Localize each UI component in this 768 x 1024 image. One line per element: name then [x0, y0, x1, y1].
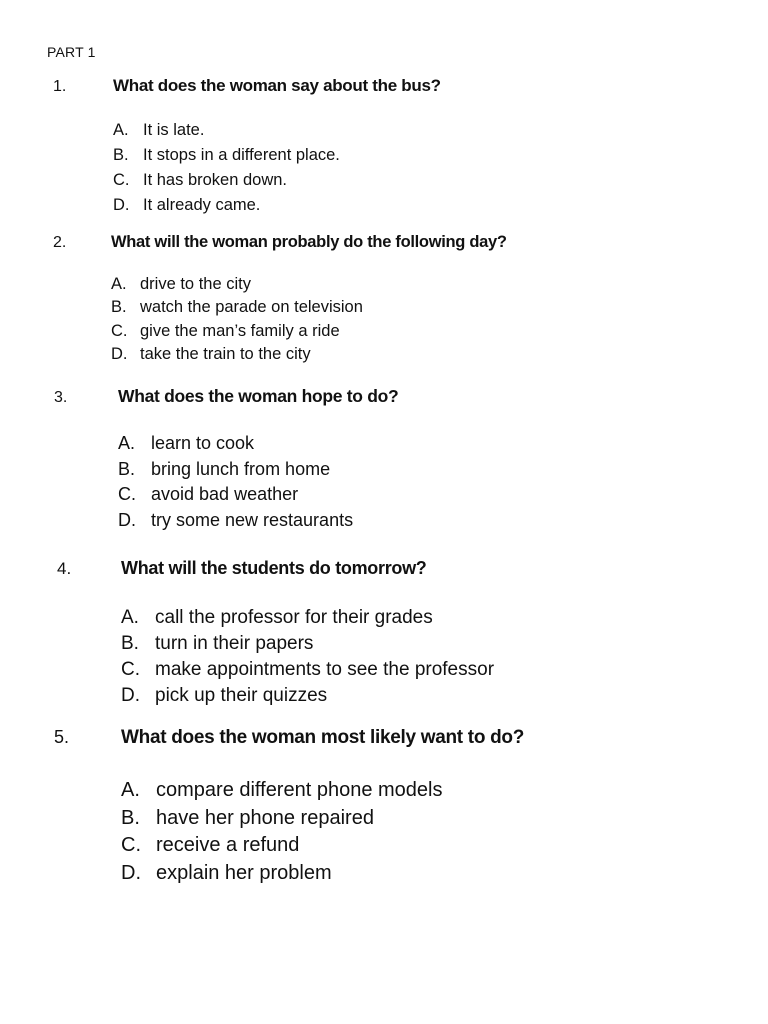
option-text: turn in their papers	[155, 633, 314, 654]
option-letter: A.	[113, 121, 129, 139]
option-letter: C.	[121, 659, 140, 680]
question-number: 4.	[57, 559, 72, 578]
option-text: receive a refund	[156, 834, 300, 856]
option-letter: B.	[121, 633, 139, 654]
option-b	[111, 298, 507, 321]
question-header	[54, 727, 524, 749]
option-text: It is late.	[143, 121, 205, 139]
question-header	[53, 76, 441, 96]
question-5	[54, 727, 524, 889]
option-b	[118, 459, 398, 485]
option-c	[113, 171, 441, 196]
option-text: compare different phone models	[156, 779, 443, 801]
option-text: drive to the city	[140, 275, 251, 293]
question-number: 2.	[53, 234, 67, 251]
option-d	[121, 862, 524, 890]
option-letter: D.	[121, 685, 140, 706]
option-c	[121, 659, 494, 685]
option-letter: B.	[121, 806, 140, 829]
option-text: watch the parade on television	[140, 298, 363, 317]
question-3	[54, 386, 398, 536]
answer-options	[118, 433, 398, 536]
option-text: It has broken down.	[143, 171, 288, 189]
option-d	[111, 345, 507, 368]
option-text: explain her problem	[156, 861, 332, 884]
question-text: What does the woman hope to do?	[118, 386, 399, 406]
option-c	[121, 834, 524, 862]
option-text: It stops in a different place.	[143, 146, 340, 164]
option-b	[113, 146, 441, 171]
option-b	[121, 807, 524, 835]
option-letter: D.	[111, 344, 128, 363]
question-number: 1.	[53, 78, 67, 95]
option-d	[121, 685, 494, 711]
option-text: pick up their quizzes	[155, 685, 328, 706]
option-letter: B.	[111, 298, 127, 317]
question-1	[53, 76, 441, 221]
option-text: avoid bad weather	[151, 484, 299, 505]
question-header	[57, 558, 494, 579]
option-letter: B.	[118, 458, 136, 479]
option-letter: A.	[121, 779, 140, 801]
option-text: call the professor for their grades	[155, 607, 433, 628]
option-text: give the man’s family a ride	[140, 321, 340, 340]
question-header	[53, 233, 507, 252]
option-a	[121, 607, 494, 633]
option-letter: A.	[121, 607, 139, 628]
option-letter: B.	[113, 146, 129, 164]
option-letter: A.	[111, 275, 127, 293]
option-text: It already came.	[143, 196, 261, 214]
question-text: What does the woman say about the bus?	[113, 76, 441, 95]
question-text: What will the students do tomorrow?	[121, 558, 427, 578]
question-4	[57, 558, 494, 711]
answer-options	[111, 275, 507, 368]
option-letter: C.	[113, 171, 130, 189]
option-letter: D.	[118, 510, 136, 531]
answer-options	[113, 121, 441, 221]
question-number: 3.	[54, 389, 68, 406]
option-text: bring lunch from home	[151, 458, 331, 479]
option-a	[121, 779, 524, 807]
option-b	[121, 633, 494, 659]
option-letter: C.	[118, 484, 136, 505]
answer-options	[121, 607, 494, 711]
option-text: learn to cook	[151, 433, 255, 453]
option-d	[113, 196, 441, 221]
option-c	[118, 484, 398, 510]
option-letter: C.	[111, 321, 128, 340]
option-text: have her phone repaired	[156, 806, 374, 829]
option-a	[111, 275, 507, 298]
question-text: What will the woman probably do the following day?	[111, 233, 507, 251]
question-2	[53, 233, 507, 368]
question-number: 5.	[54, 727, 70, 747]
answer-options	[121, 779, 524, 889]
part-label: PART 1	[47, 44, 96, 60]
option-text: take the train to the city	[140, 344, 311, 363]
question-text: What does the woman most likely want to do?	[121, 727, 525, 748]
option-d	[118, 510, 398, 536]
option-text: make appointments to see the professor	[155, 659, 495, 680]
question-header	[54, 386, 398, 407]
option-letter: A.	[118, 433, 136, 453]
option-a	[113, 121, 441, 146]
option-letter: D.	[113, 196, 130, 214]
option-letter: D.	[121, 861, 141, 884]
option-a	[118, 433, 398, 459]
option-c	[111, 322, 507, 345]
option-text: try some new restaurants	[151, 510, 354, 531]
option-letter: C.	[121, 834, 141, 856]
